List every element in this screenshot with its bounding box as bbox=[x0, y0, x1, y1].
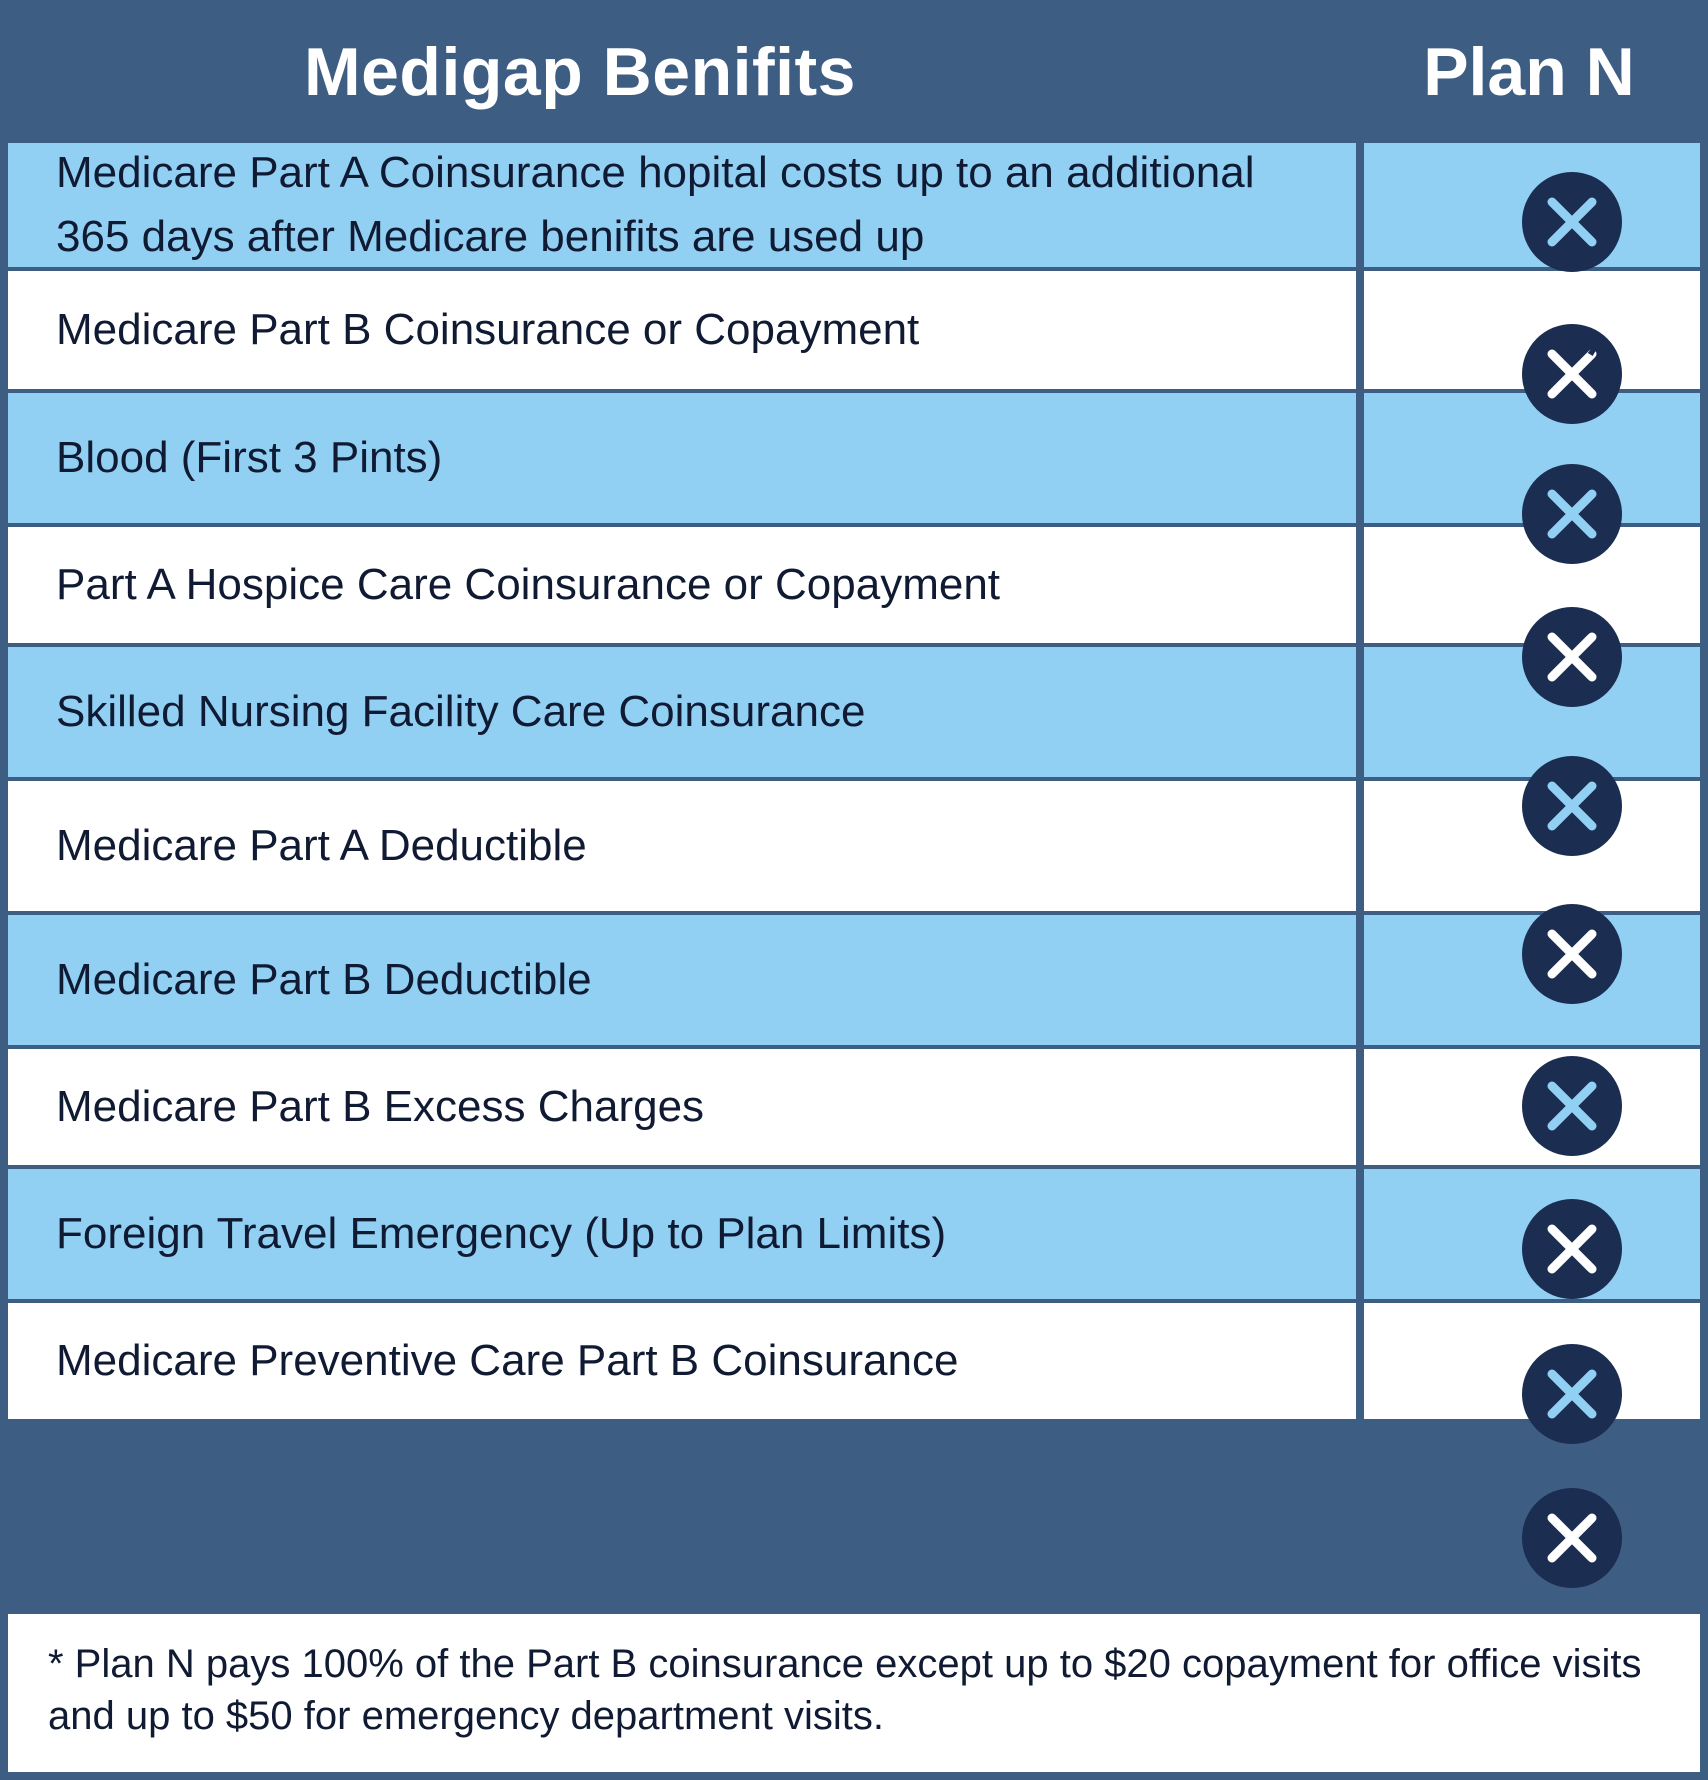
x-circle-icon bbox=[1522, 1344, 1622, 1444]
benefit-label: Medicare Part A Coinsurance hopital costs up to an additional 365 days after Medicare benifits are used up bbox=[8, 143, 1356, 267]
table-row bbox=[8, 527, 1700, 643]
table-row bbox=[8, 647, 1700, 777]
plan-n-column-title: Plan N bbox=[1423, 33, 1635, 110]
table-row bbox=[8, 781, 1700, 911]
benefit-label: Skilled Nursing Facility Care Coinsurance bbox=[8, 647, 1356, 777]
table-row bbox=[8, 915, 1700, 1045]
table-header bbox=[0, 0, 1708, 143]
benefit-label: Blood (First 3 Pints) bbox=[8, 393, 1356, 523]
benefit-label: Medicare Part B Excess Charges bbox=[8, 1049, 1356, 1165]
table-row bbox=[8, 143, 1700, 267]
benefits-column-title: Medigap Benifits bbox=[303, 33, 857, 110]
benefit-label: Medicare Preventive Care Part B Coinsurance bbox=[8, 1303, 1356, 1419]
x-circle-icon bbox=[1522, 172, 1622, 272]
x-circle-icon bbox=[1522, 1199, 1622, 1299]
x-circle-icon bbox=[1522, 1056, 1622, 1156]
table-row bbox=[8, 1169, 1700, 1299]
x-circle-icon bbox=[1522, 607, 1622, 707]
x-circle-icon bbox=[1522, 904, 1622, 1004]
x-circle-icon bbox=[1522, 1488, 1622, 1588]
benefit-label: Medicare Part B Deductible bbox=[8, 915, 1356, 1045]
table-row bbox=[8, 1303, 1700, 1419]
table-row bbox=[8, 1049, 1700, 1165]
x-circle-icon bbox=[1522, 756, 1622, 856]
table-row bbox=[8, 393, 1700, 523]
benefit-label: Medicare Part A Deductible bbox=[8, 781, 1356, 911]
x-circle-icon bbox=[1522, 464, 1622, 564]
benefit-label: Foreign Travel Emergency (Up to Plan Limits) bbox=[8, 1169, 1356, 1299]
benefit-label: Part A Hospice Care Coinsurance or Copayment bbox=[8, 527, 1356, 643]
benefit-label: Medicare Part B Coinsurance or Copayment bbox=[8, 271, 1356, 389]
footnote: * Plan N pays 100% of the Part B coinsurance except up to $20 copayment for office visits and up to $50 for emergency department visits. bbox=[8, 1614, 1700, 1772]
table-row bbox=[8, 271, 1700, 389]
footnote-marker: * bbox=[1586, 325, 1608, 385]
